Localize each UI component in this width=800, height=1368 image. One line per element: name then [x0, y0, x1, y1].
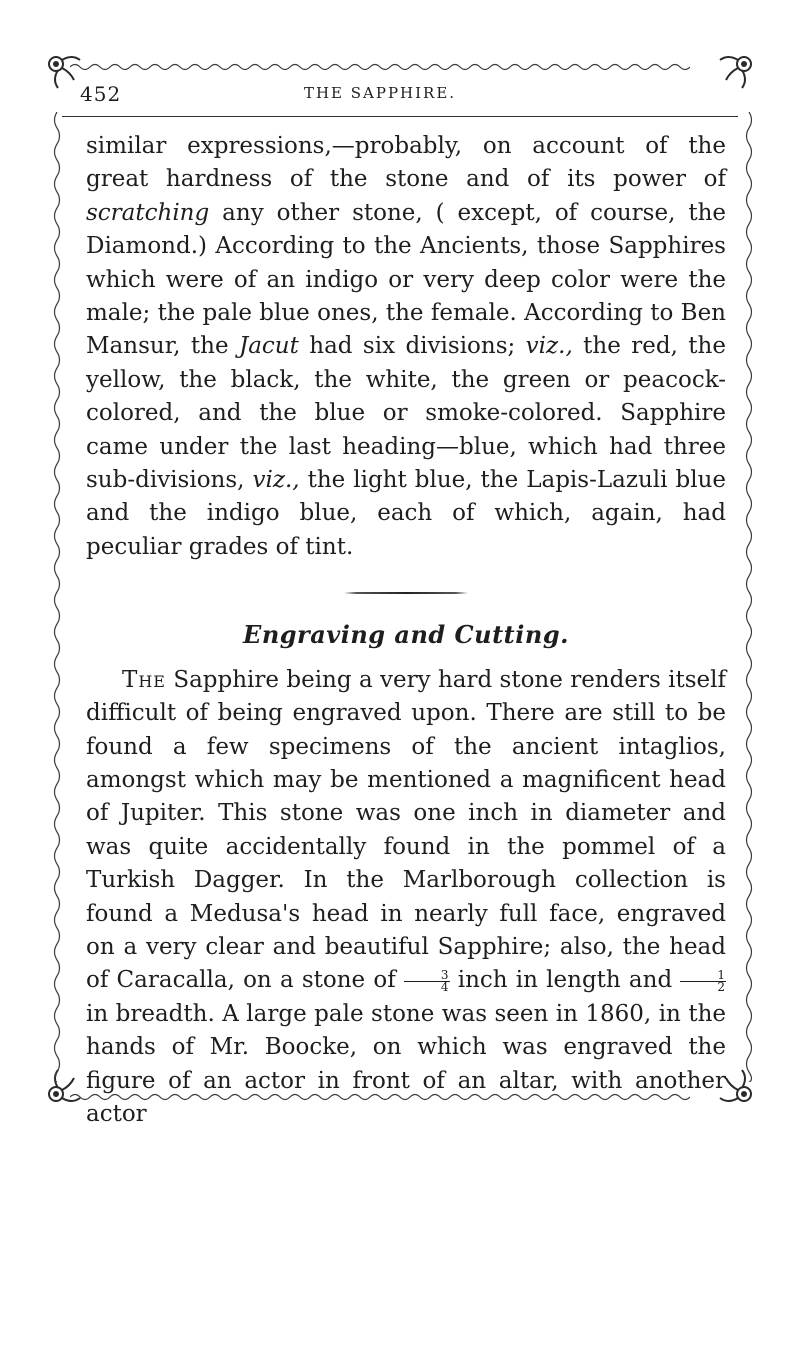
header-rule — [62, 116, 738, 117]
paragraph-1 — [86, 130, 726, 564]
section-heading: Engraving and Cutting. — [243, 620, 569, 650]
text-run: had six divisions; — [298, 333, 526, 360]
italic-term: viz., — [252, 467, 300, 494]
paragraph-2 — [86, 664, 726, 1132]
fraction-denominator: 4 — [440, 979, 449, 994]
lead-word: The — [122, 666, 166, 693]
fraction-denominator: 2 — [717, 979, 726, 994]
text-run: the red, the yellow, the black, the white, the green or peacock-colored, and the blue or smoke-colored. Sapphire came under the last heading—blue, which had three sub-divisions, — [86, 333, 726, 494]
italic-term: scratching — [86, 199, 210, 226]
italic-term: Jacut — [238, 333, 299, 360]
text-run: the light blue, the Lapis-Lazuli blue and the indigo blue, each of which, again, had peculiar grades of tint. — [86, 467, 726, 560]
body-text — [86, 130, 726, 1131]
fraction-numerator: 1 — [680, 970, 726, 982]
wavy-border-right-icon — [744, 112, 754, 1082]
page-number: 452 — [80, 82, 122, 106]
section-divider — [344, 592, 468, 594]
wavy-border-top-icon — [70, 62, 690, 72]
fraction — [680, 967, 726, 994]
text-run: in breadth. A large pale stone was seen in 1860, in the hands of Mr. Boocke, on which was engraved the figure of an actor in front of an altar, with another actor — [86, 1000, 726, 1127]
floral-corner-ornament-icon — [716, 50, 756, 90]
wavy-border-left-icon — [52, 112, 62, 1082]
floral-corner-ornament-icon — [44, 1068, 84, 1108]
running-head: THE SAPPHIRE. — [303, 84, 457, 102]
text-run: any other stone, ( except, of course, the Diamond.) According to the Ancients, those Sapphires which were of an indigo or very deep color were the male; the pale blue ones, the female. According to Ben Mansur, the — [86, 199, 726, 360]
text-run: similar expressions,—probably, on account of the great hardness of the stone and of its power of — [86, 133, 726, 193]
text-run: inch in length and — [449, 967, 681, 994]
page-header — [80, 82, 680, 112]
fraction — [404, 967, 450, 994]
fraction-numerator: 3 — [404, 970, 450, 982]
italic-term: viz., — [525, 333, 573, 360]
text-run: Sapphire being a very hard stone renders itself difficult of being engraved upon. There are still to be found a few specimens of the ancient intaglios, amongst which may be mentioned a magnificent head of Jupiter. This stone was one inch in diameter and was quite accidentally found in the pommel of a Turkish Dagger. In the Marlborough collection is found a Medusa's head in nearly full face, engraved on a very clear and beautiful Sapphire; also, the head of Caracalla, on a stone of — [86, 666, 726, 994]
